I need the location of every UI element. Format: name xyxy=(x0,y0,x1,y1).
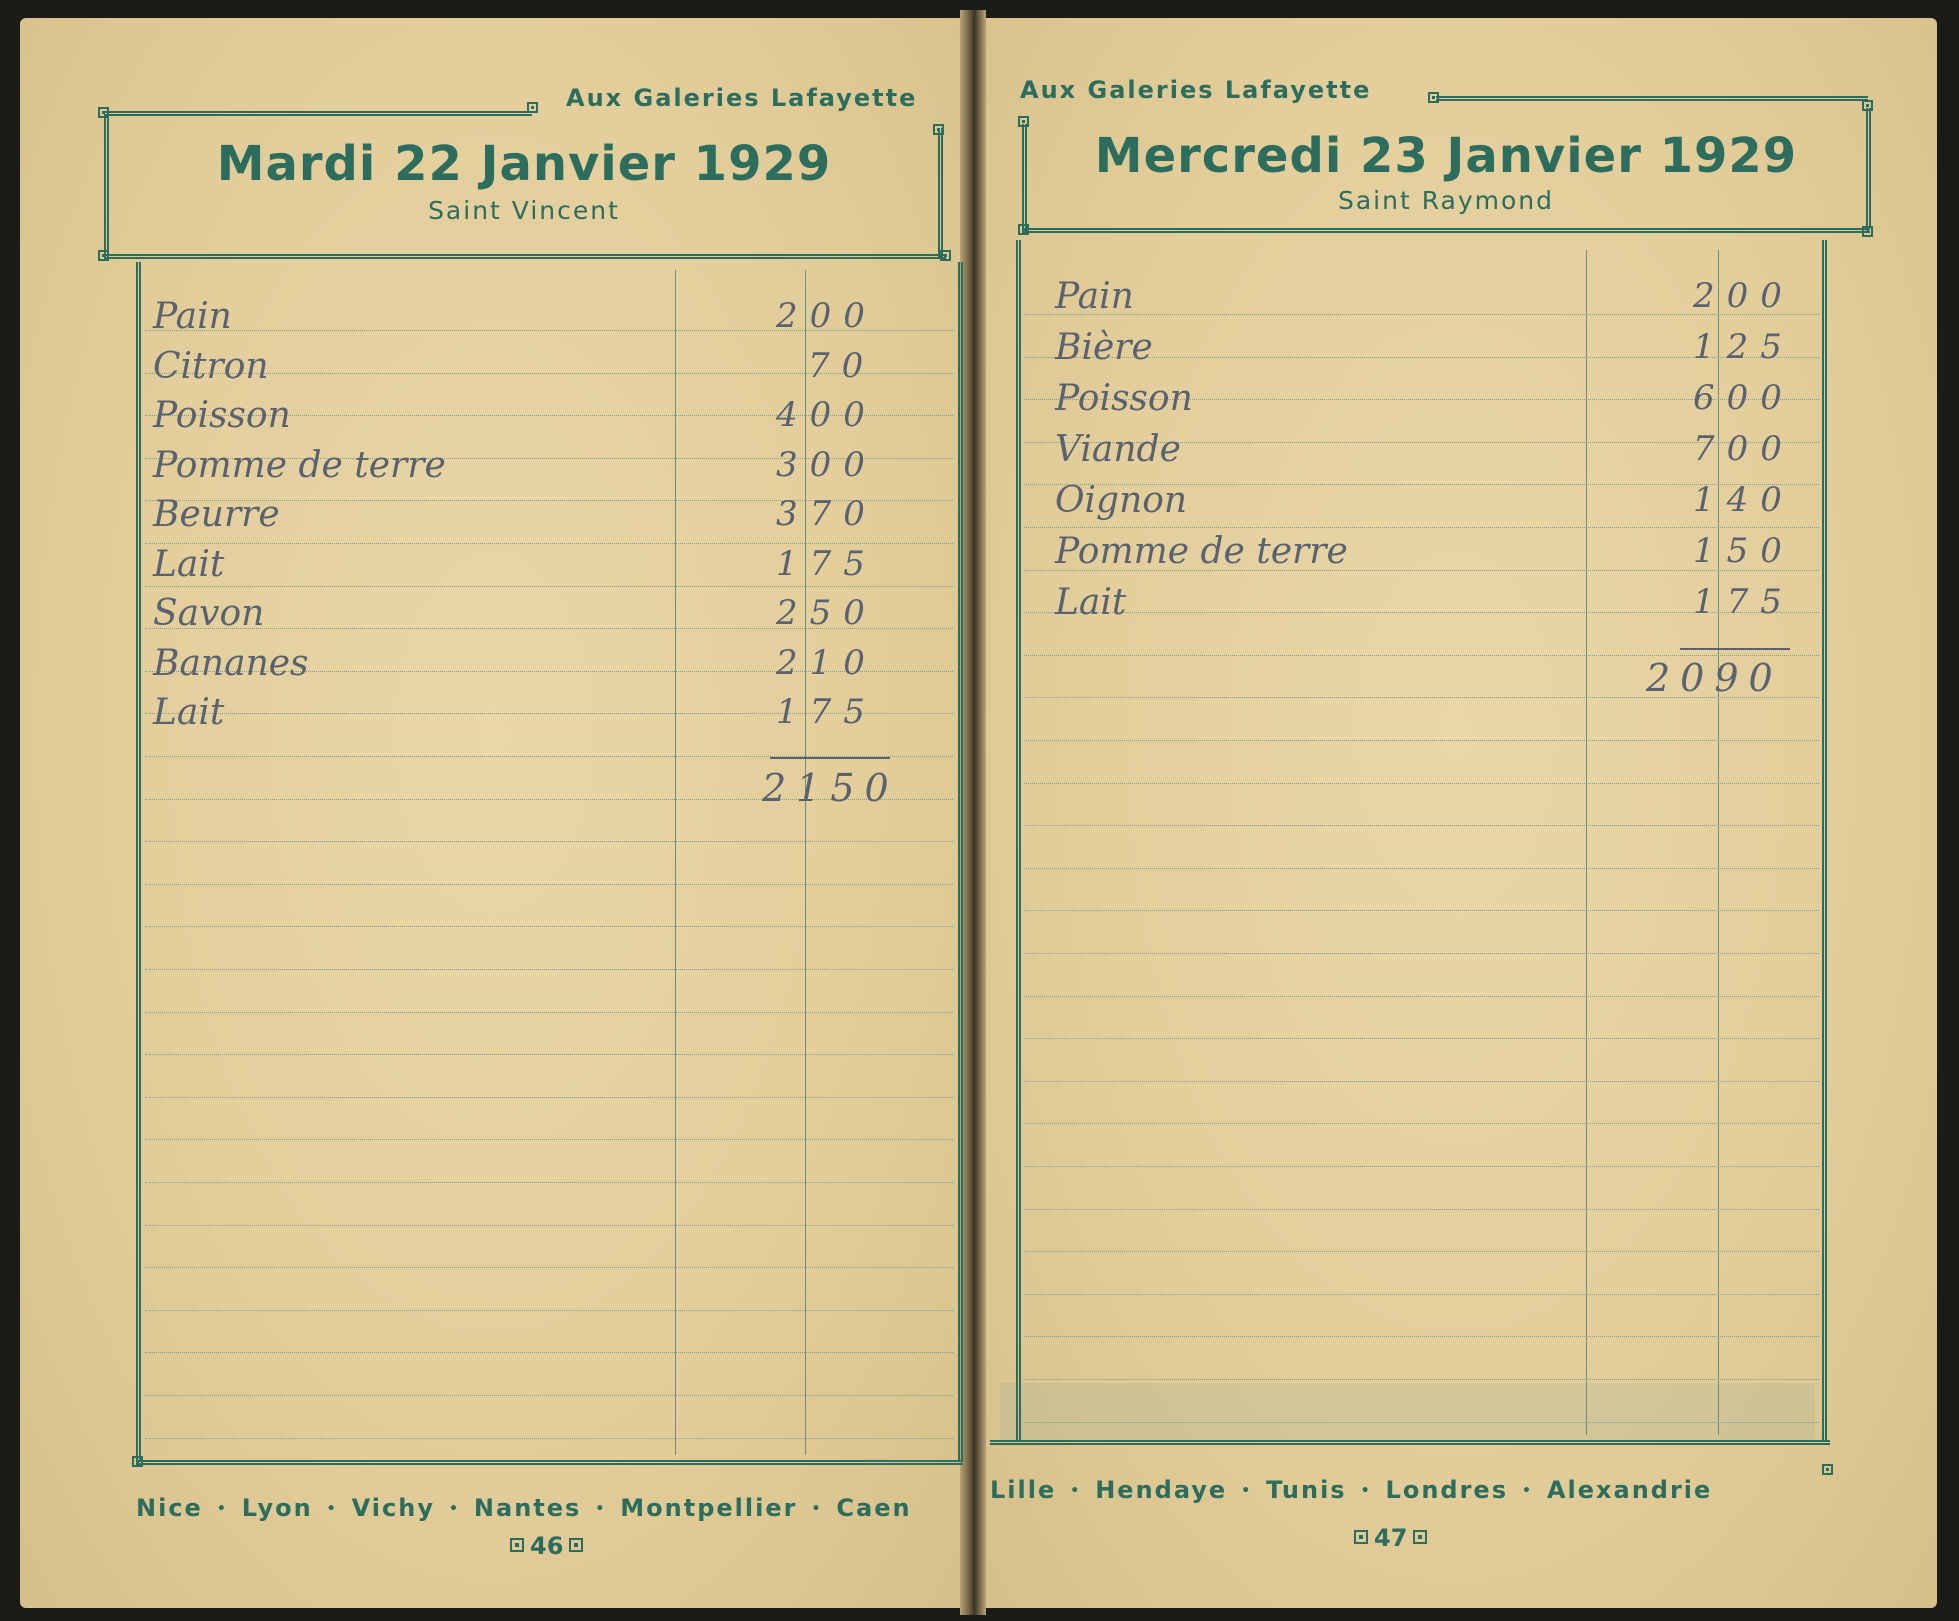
date-heading-right: Mercredi 23 Janvier 1929 xyxy=(1094,128,1798,184)
separator-dot-icon: • xyxy=(1360,1483,1372,1499)
separator-dot-icon: • xyxy=(326,1501,338,1517)
corner-ornament xyxy=(1018,224,1029,235)
page-number-text: 47 xyxy=(1374,1524,1408,1552)
ruled-line xyxy=(145,1097,953,1098)
ledger-entry xyxy=(145,296,953,344)
entry-item: Poisson xyxy=(1055,378,1193,419)
entry-item: Poisson xyxy=(153,395,291,436)
entry-item: Citron xyxy=(153,345,269,387)
ruled-line xyxy=(145,1267,953,1268)
frame-right-border xyxy=(958,262,963,1462)
ruled-line xyxy=(1024,1209,1819,1210)
entry-amount: 175 xyxy=(776,692,877,732)
ledger-entry xyxy=(1047,480,1837,528)
total-right: 2090 xyxy=(1646,656,1783,700)
ledger-entry xyxy=(145,346,953,394)
page-number-text: 46 xyxy=(530,1532,564,1560)
entry-amount: 200 xyxy=(776,296,877,336)
entry-item: Pomme de terre xyxy=(1055,531,1348,572)
separator-dot-icon: • xyxy=(811,1501,823,1517)
ruled-line xyxy=(145,1054,953,1055)
entry-amount: 70 xyxy=(808,345,876,386)
frame-left-border-right xyxy=(1016,240,1021,1440)
ruled-line xyxy=(145,884,953,885)
ruled-line xyxy=(1024,910,1819,911)
page-ornament-icon xyxy=(569,1538,583,1552)
entry-item: Oignon xyxy=(1055,480,1188,521)
city-name: Vichy xyxy=(351,1494,435,1522)
header-top-rule-left xyxy=(104,111,532,116)
corner-ornament xyxy=(132,1456,143,1467)
ledger-entry xyxy=(1047,429,1837,477)
header-left-border-right xyxy=(1022,124,1027,232)
ruled-line xyxy=(1024,1123,1819,1124)
entry-amount: 175 xyxy=(776,543,877,584)
cities-footer-right xyxy=(990,1476,1712,1504)
ruled-line xyxy=(145,1012,953,1013)
page-ornament-icon xyxy=(1354,1530,1368,1544)
corner-ornament xyxy=(527,102,538,113)
ruled-line xyxy=(145,926,953,927)
entry-amount: 150 xyxy=(1693,531,1794,571)
ledger-entry xyxy=(1047,327,1837,375)
entry-item: Beurre xyxy=(153,494,280,535)
ruled-line xyxy=(1024,1336,1819,1337)
sum-line-left xyxy=(770,757,890,759)
corner-ornament xyxy=(1862,226,1873,237)
date-heading-left: Mardi 22 Janvier 1929 xyxy=(216,136,832,192)
page-number-left xyxy=(504,1532,589,1560)
frame-left-border xyxy=(136,262,141,1462)
header-left-border xyxy=(104,118,109,258)
saint-left: Saint Vincent xyxy=(428,196,620,225)
separator-dot-icon: • xyxy=(216,1501,228,1517)
frame-bottom-rule-left xyxy=(136,1460,963,1465)
frame-bottom-rule-right xyxy=(990,1440,1830,1445)
brand-left: Aux Galeries Lafayette xyxy=(566,84,918,112)
cities-footer-left xyxy=(136,1494,912,1522)
ledger-entry xyxy=(1047,378,1837,426)
entry-amount: 210 xyxy=(776,642,877,683)
entries-right xyxy=(1047,276,1837,676)
ruled-line xyxy=(1024,1038,1819,1039)
entry-item: Pomme de terre xyxy=(153,444,446,486)
entry-item: Lait xyxy=(153,543,225,585)
header-right-border-right xyxy=(1866,108,1871,228)
ledger-entry xyxy=(1047,582,1837,630)
ruled-line xyxy=(1024,783,1819,784)
entry-item: Lait xyxy=(153,692,225,733)
ruled-line xyxy=(1024,868,1819,869)
entry-amount: 125 xyxy=(1693,327,1794,367)
entry-amount: 175 xyxy=(1693,582,1794,622)
brand-right: Aux Galeries Lafayette xyxy=(1020,76,1372,104)
city-name: Montpellier xyxy=(620,1494,798,1522)
city-name: Caen xyxy=(836,1494,912,1522)
ruled-line xyxy=(145,1139,953,1140)
entry-item: Pain xyxy=(153,296,232,337)
city-name: Londres xyxy=(1385,1476,1508,1504)
ledger-entry xyxy=(145,692,953,740)
entry-amount: 370 xyxy=(776,494,877,534)
corner-ornament xyxy=(940,250,951,261)
separator-dot-icon: • xyxy=(448,1501,460,1517)
entry-item: Lait xyxy=(1055,582,1127,623)
header-bottom-rule-right xyxy=(1022,228,1870,233)
ruled-line xyxy=(1024,1081,1819,1082)
ruled-line xyxy=(1024,825,1819,826)
corner-ornament xyxy=(98,107,109,118)
ruled-line xyxy=(145,1225,953,1226)
sum-line-right xyxy=(1680,648,1790,650)
ruled-line xyxy=(145,1395,953,1396)
city-name: Alexandrie xyxy=(1546,1476,1713,1504)
ruled-line xyxy=(1024,1294,1819,1295)
ruled-line xyxy=(1024,996,1819,997)
entry-amount: 250 xyxy=(776,593,877,633)
ruled-line xyxy=(145,969,953,970)
corner-ornament xyxy=(98,250,109,261)
separator-dot-icon: • xyxy=(1241,1483,1253,1499)
ruled-line xyxy=(1024,1379,1819,1380)
ruled-line xyxy=(1024,1251,1819,1252)
ledger-entry xyxy=(145,445,953,493)
separator-dot-icon: • xyxy=(1522,1483,1533,1499)
ledger-entry xyxy=(1047,531,1837,579)
ruled-line xyxy=(145,1438,953,1439)
corner-ornament xyxy=(933,124,944,135)
ledger-entry xyxy=(145,494,953,542)
city-name: Lyon xyxy=(241,1494,313,1522)
header-right-border xyxy=(938,128,943,258)
ledger-entry xyxy=(145,544,953,592)
separator-dot-icon: • xyxy=(1070,1483,1082,1499)
ledger-entry xyxy=(1047,276,1837,324)
entry-amount: 700 xyxy=(1693,429,1794,469)
entry-amount: 400 xyxy=(776,395,877,435)
total-left: 2150 xyxy=(762,766,899,810)
book-gutter xyxy=(960,10,986,1615)
entry-amount: 600 xyxy=(1693,378,1794,418)
ruled-line xyxy=(145,1310,953,1311)
city-name: Nantes xyxy=(473,1494,582,1522)
separator-dot-icon: • xyxy=(595,1501,607,1517)
city-name: Hendaye xyxy=(1095,1476,1228,1504)
entry-item: Bière xyxy=(1055,327,1153,368)
entry-item: Bananes xyxy=(153,642,309,684)
header-bottom-rule-left xyxy=(104,254,946,259)
entry-amount: 200 xyxy=(1693,276,1794,316)
page-ornament-icon xyxy=(1413,1530,1427,1544)
ledger-entry xyxy=(145,593,953,641)
ruled-line xyxy=(1024,953,1819,954)
header-top-rule-right xyxy=(1436,96,1868,101)
ruled-line xyxy=(1024,740,1819,741)
ruled-line xyxy=(145,1352,953,1353)
entry-item: Pain xyxy=(1055,276,1134,317)
page-ornament-icon xyxy=(510,1538,524,1552)
entry-amount: 140 xyxy=(1693,480,1794,520)
entry-item: Viande xyxy=(1055,429,1181,470)
ledger-entry xyxy=(145,643,953,691)
page-number-right xyxy=(1348,1524,1433,1552)
saint-right: Saint Raymond xyxy=(1337,186,1555,215)
ledger-entry xyxy=(145,395,953,443)
corner-ornament xyxy=(1822,1464,1833,1475)
ruled-line xyxy=(145,1182,953,1183)
ruled-line xyxy=(1024,1422,1819,1423)
entry-item: Savon xyxy=(153,593,265,634)
city-name: Lille xyxy=(990,1476,1057,1504)
city-name: Tunis xyxy=(1266,1476,1347,1504)
ruled-line xyxy=(1024,1166,1819,1167)
entry-amount: 300 xyxy=(776,444,877,485)
city-name: Nice xyxy=(136,1494,203,1522)
